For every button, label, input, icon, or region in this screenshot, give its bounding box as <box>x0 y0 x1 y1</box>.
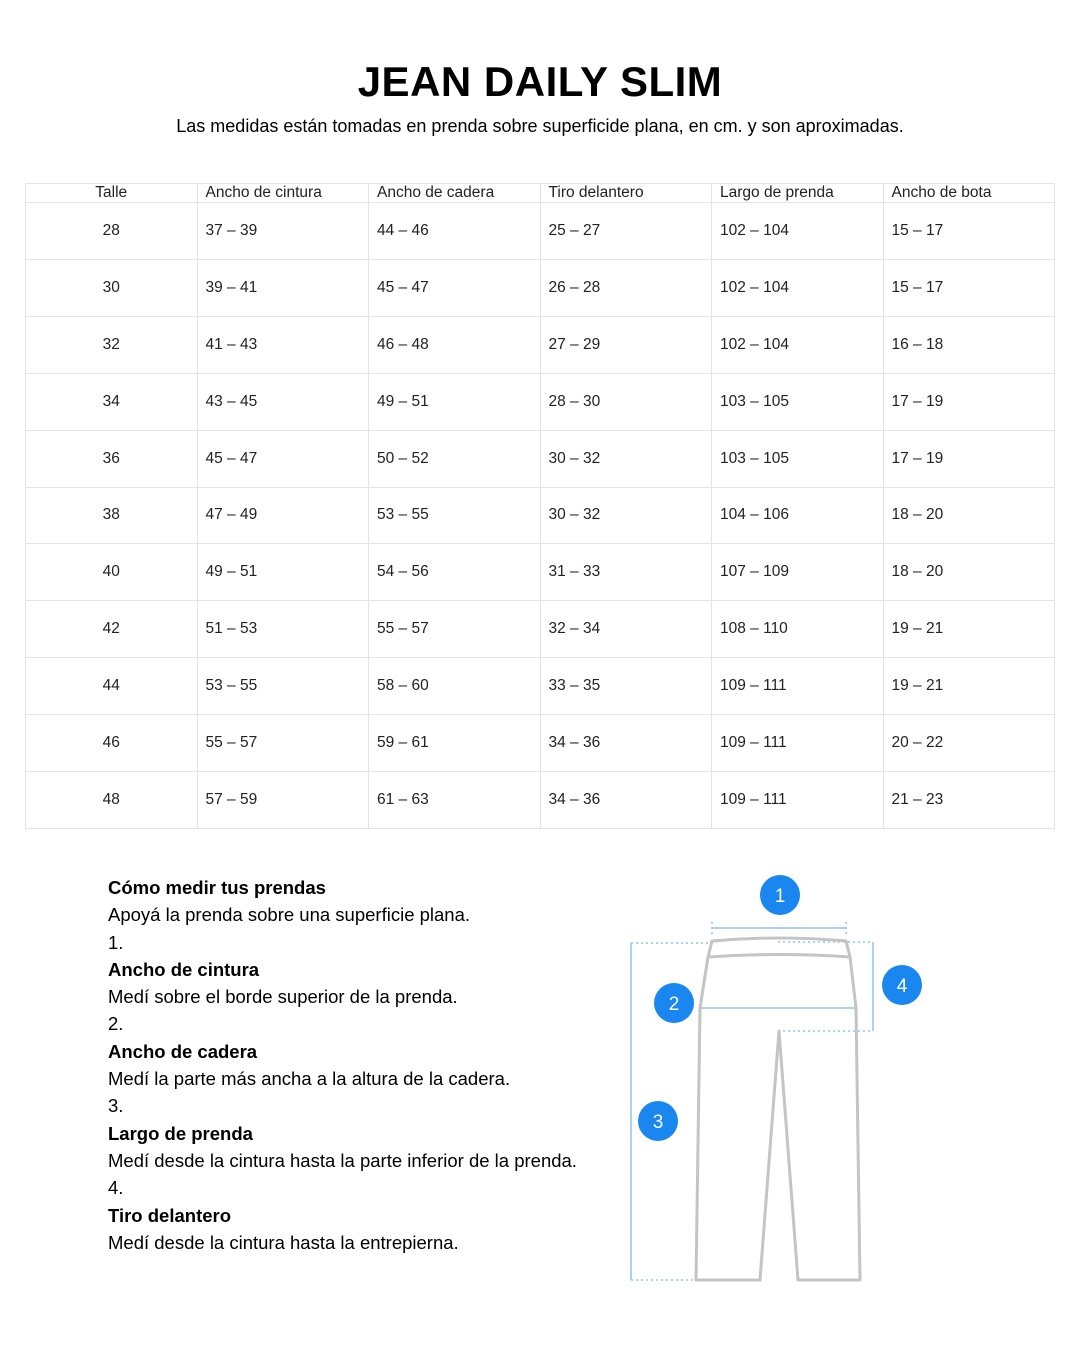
table-cell: 51 – 53 <box>197 601 369 658</box>
table-cell: 54 – 56 <box>369 544 541 601</box>
table-cell: 30 – 32 <box>540 430 712 487</box>
marker-4 <box>882 965 922 1005</box>
table-cell: 103 – 105 <box>712 430 884 487</box>
table-cell: 45 – 47 <box>197 430 369 487</box>
step-1-title: Ancho de cintura <box>108 958 260 980</box>
header-largo-prenda: Largo de prenda <box>712 184 884 203</box>
table-row <box>26 544 1055 601</box>
table-cell: 53 – 55 <box>197 658 369 715</box>
step-3-text: Medí desde la cintura hasta la parte inferior de la prenda. <box>108 1149 577 1171</box>
marker-2 <box>654 983 694 1023</box>
table-cell: 45 – 47 <box>369 259 541 316</box>
table-cell: 31 – 33 <box>540 544 712 601</box>
table-cell: 15 – 17 <box>883 259 1055 316</box>
table-cell: 20 – 22 <box>883 715 1055 772</box>
table-cell: 33 – 35 <box>540 658 712 715</box>
table-cell: 38 <box>26 487 198 544</box>
step-1-text: Medí sobre el borde superior de la prenda. <box>108 986 458 1008</box>
table-cell: 28 <box>26 203 198 260</box>
header-ancho-bota: Ancho de bota <box>883 184 1055 203</box>
table-cell: 34 <box>26 373 198 430</box>
table-body <box>26 203 1055 829</box>
table-row <box>26 658 1055 715</box>
step-4-text: Medí desde la cintura hasta la entrepierna. <box>108 1231 459 1253</box>
howto-intro: Apoyá la prenda sobre una superficie plana. <box>108 904 471 926</box>
step-2-text: Medí la parte más ancha a la altura de la cadera. <box>108 1068 511 1090</box>
table-cell: 28 – 30 <box>540 373 712 430</box>
svg-text:2: 2 <box>668 994 680 1015</box>
table-cell: 44 – 46 <box>369 203 541 260</box>
size-table <box>25 183 1055 829</box>
table-cell: 25 – 27 <box>540 203 712 260</box>
table-cell: 36 <box>26 430 198 487</box>
table-cell: 18 – 20 <box>883 487 1055 544</box>
measurement-diagram <box>620 865 940 1295</box>
svg-text:4: 4 <box>896 976 908 997</box>
table-header-row <box>26 184 1055 203</box>
table-cell: 42 <box>26 601 198 658</box>
pants-diagram <box>620 865 940 1295</box>
table-cell: 15 – 17 <box>883 203 1055 260</box>
table-cell: 17 – 19 <box>883 430 1055 487</box>
table-cell: 47 – 49 <box>197 487 369 544</box>
table-cell: 103 – 105 <box>712 373 884 430</box>
table-cell: 39 – 41 <box>197 259 369 316</box>
step-2-title: Ancho de cadera <box>108 1040 258 1062</box>
table-row <box>26 772 1055 829</box>
table-cell: 26 – 28 <box>540 259 712 316</box>
table-cell: 18 – 20 <box>883 544 1055 601</box>
table-row <box>26 203 1055 260</box>
svg-text:3: 3 <box>652 1112 664 1133</box>
table-cell: 27 – 29 <box>540 316 712 373</box>
table-cell: 43 – 45 <box>197 373 369 430</box>
table-cell: 34 – 36 <box>540 772 712 829</box>
table-cell: 55 – 57 <box>197 715 369 772</box>
table-cell: 58 – 60 <box>369 658 541 715</box>
step-3-number: 3. <box>108 1095 124 1117</box>
page-subtitle: Las medidas están tomadas en prenda sobre superficide plana, en cm. y son aproximadas. <box>176 116 904 136</box>
header-talle: Talle <box>26 184 198 203</box>
table-cell: 37 – 39 <box>197 203 369 260</box>
table-row <box>26 373 1055 430</box>
table-cell: 109 – 111 <box>712 658 884 715</box>
table-cell: 49 – 51 <box>369 373 541 430</box>
table-row <box>26 601 1055 658</box>
table-cell: 21 – 23 <box>883 772 1055 829</box>
table-cell: 109 – 111 <box>712 715 884 772</box>
table-row <box>26 259 1055 316</box>
table-row <box>26 316 1055 373</box>
table-cell: 44 <box>26 658 198 715</box>
pants-body <box>696 957 860 1280</box>
table-cell: 41 – 43 <box>197 316 369 373</box>
table-cell: 53 – 55 <box>369 487 541 544</box>
table-cell: 19 – 21 <box>883 601 1055 658</box>
table-cell: 34 – 36 <box>540 715 712 772</box>
table-cell: 30 <box>26 259 198 316</box>
header-ancho-cintura: Ancho de cintura <box>197 184 369 203</box>
table-cell: 107 – 109 <box>712 544 884 601</box>
step-2-number: 2. <box>108 1013 124 1035</box>
table-cell: 108 – 110 <box>712 601 884 658</box>
page-title: JEAN DAILY SLIM <box>357 58 723 105</box>
table-cell: 17 – 19 <box>883 373 1055 430</box>
guide-lines <box>631 922 873 1280</box>
step-4-title: Tiro delantero <box>108 1204 232 1226</box>
table-row <box>26 430 1055 487</box>
table-cell: 50 – 52 <box>369 430 541 487</box>
waistband <box>708 938 850 957</box>
table-row <box>26 487 1055 544</box>
howto-heading: Cómo medir tus prendas <box>108 877 326 898</box>
marker-1 <box>760 875 800 915</box>
table-cell: 32 – 34 <box>540 601 712 658</box>
table-cell: 59 – 61 <box>369 715 541 772</box>
table-cell: 61 – 63 <box>369 772 541 829</box>
table-cell: 104 – 106 <box>712 487 884 544</box>
marker-3 <box>638 1101 678 1141</box>
step-4-number: 4. <box>108 1177 124 1199</box>
table-cell: 55 – 57 <box>369 601 541 658</box>
table-cell: 57 – 59 <box>197 772 369 829</box>
table-cell: 19 – 21 <box>883 658 1055 715</box>
table-cell: 16 – 18 <box>883 316 1055 373</box>
table-cell: 102 – 104 <box>712 259 884 316</box>
table-cell: 102 – 104 <box>712 316 884 373</box>
svg-text:1: 1 <box>774 886 786 907</box>
table-cell: 32 <box>26 316 198 373</box>
step-1-number: 1. <box>108 931 124 953</box>
header-tiro-delantero: Tiro delantero <box>540 184 712 203</box>
table-cell: 48 <box>26 772 198 829</box>
table-cell: 49 – 51 <box>197 544 369 601</box>
table-cell: 30 – 32 <box>540 487 712 544</box>
table-cell: 46 <box>26 715 198 772</box>
pants-outline <box>696 938 860 1280</box>
table-row <box>26 715 1055 772</box>
header-ancho-cadera: Ancho de cadera <box>369 184 541 203</box>
step-3-title: Largo de prenda <box>108 1122 253 1144</box>
table-cell: 102 – 104 <box>712 203 884 260</box>
table-cell: 40 <box>26 544 198 601</box>
table-cell: 46 – 48 <box>369 316 541 373</box>
how-to-measure <box>108 874 608 1256</box>
table-cell: 109 – 111 <box>712 772 884 829</box>
